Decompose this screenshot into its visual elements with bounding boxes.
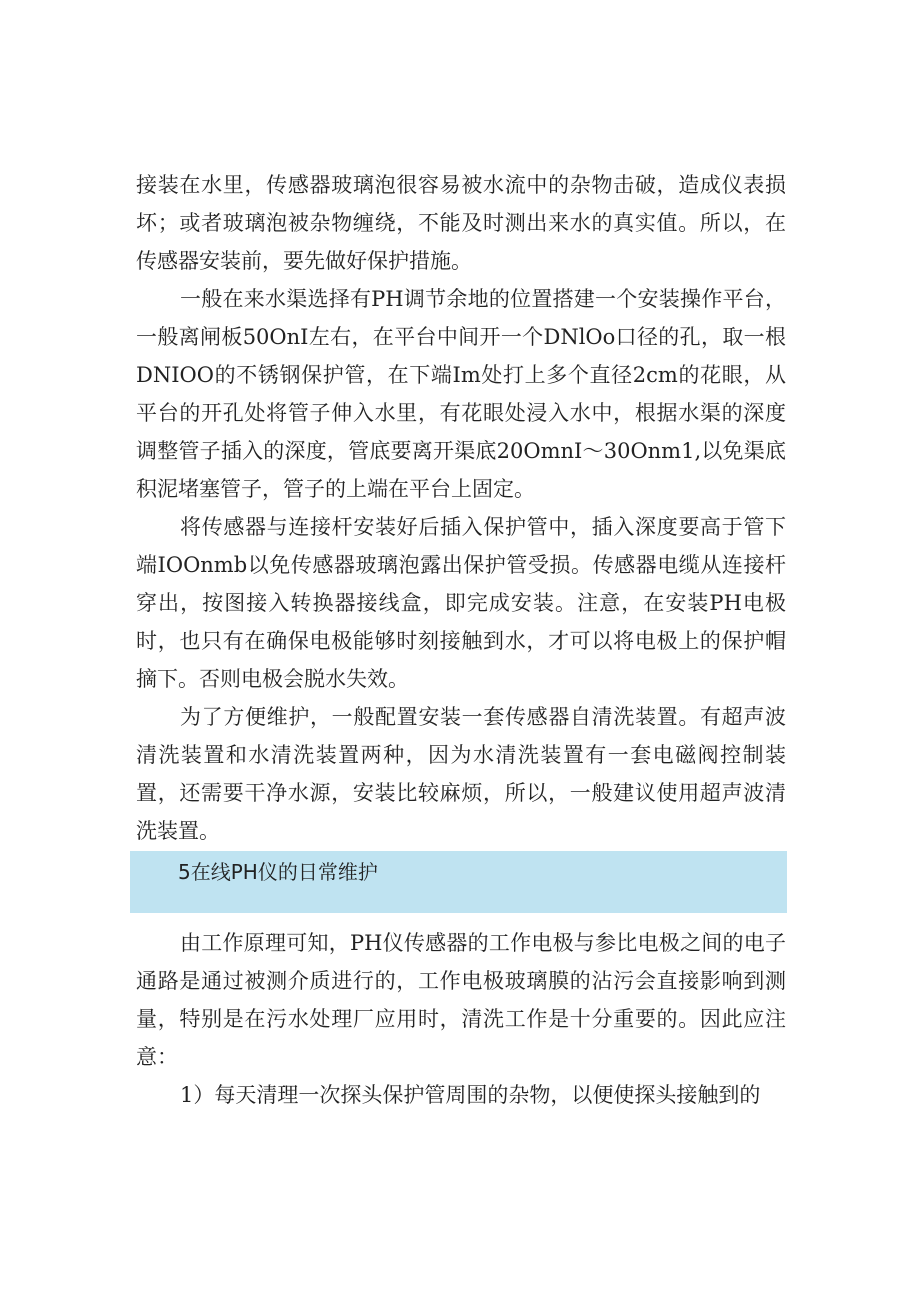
section-heading: 5在线PH仪的日常维护: [178, 860, 378, 884]
paragraph-platform-installation: 一般在来水渠选择有PH调节余地的位置搭建一个安装操作平台，一般离闸板50OnI左右，在平台中间开一个DNlOo口径的孔，取一根DNIOO的不锈钢保护管，在下端Im处打上多个直径2cm的花眼，从平台的开孔处将管子伸入水里，有花眼处浸入水中，根据水渠的深度调整管子插入的深度，管底要离开渠底20OmnI～30Onm1,以免渠底积泥堵塞管子，管子的上端在平台上固定。: [136, 287, 786, 501]
section-heading-band: [130, 851, 787, 913]
paragraph-sensor-protection: 接装在水里，传感器玻璃泡很容易被水流中的杂物击破，造成仪表损坏；或者玻璃泡被杂物缠绕，不能及时测出来水的真实值。所以，在传感器安装前，要先做好保护措施。: [136, 173, 786, 273]
list-item-daily-cleaning: 1）每天清理一次探头保护管周围的杂物，以便使探头接触到的: [180, 1083, 761, 1107]
paragraph-self-cleaning: 为了方便维护，一般配置安装一套传感器自清洗装置。有超声波清洗装置和水清洗装置两种，因为水清洗装置有一套电磁阀控制装置，还需要干净水源，安装比较麻烦，所以，一般建议使用超声波清洗装置。: [136, 705, 786, 843]
paragraph-working-principle: 由工作原理可知，PH仪传感器的工作电极与参比电极之间的电子通路是通过被测介质进行的，工作电极玻璃膜的沾污会直接影响到测量，特别是在污水处理厂应用时，清洗工作是十分重要的。因此应注意：: [136, 931, 786, 1069]
paragraph-sensor-mounting: 将传感器与连接杆安装好后插入保护管中，插入深度要高于管下端IOOnmb以免传感器玻璃泡露出保护管受损。传感器电缆从连接杆穿出，按图接入转换器接线盒，即完成安装。注意，在安装PH电极时，也只有在确保电极能够时刻接触到水，才可以将电极上的保护帽摘下。否则电极会脱水失效。: [136, 515, 786, 691]
